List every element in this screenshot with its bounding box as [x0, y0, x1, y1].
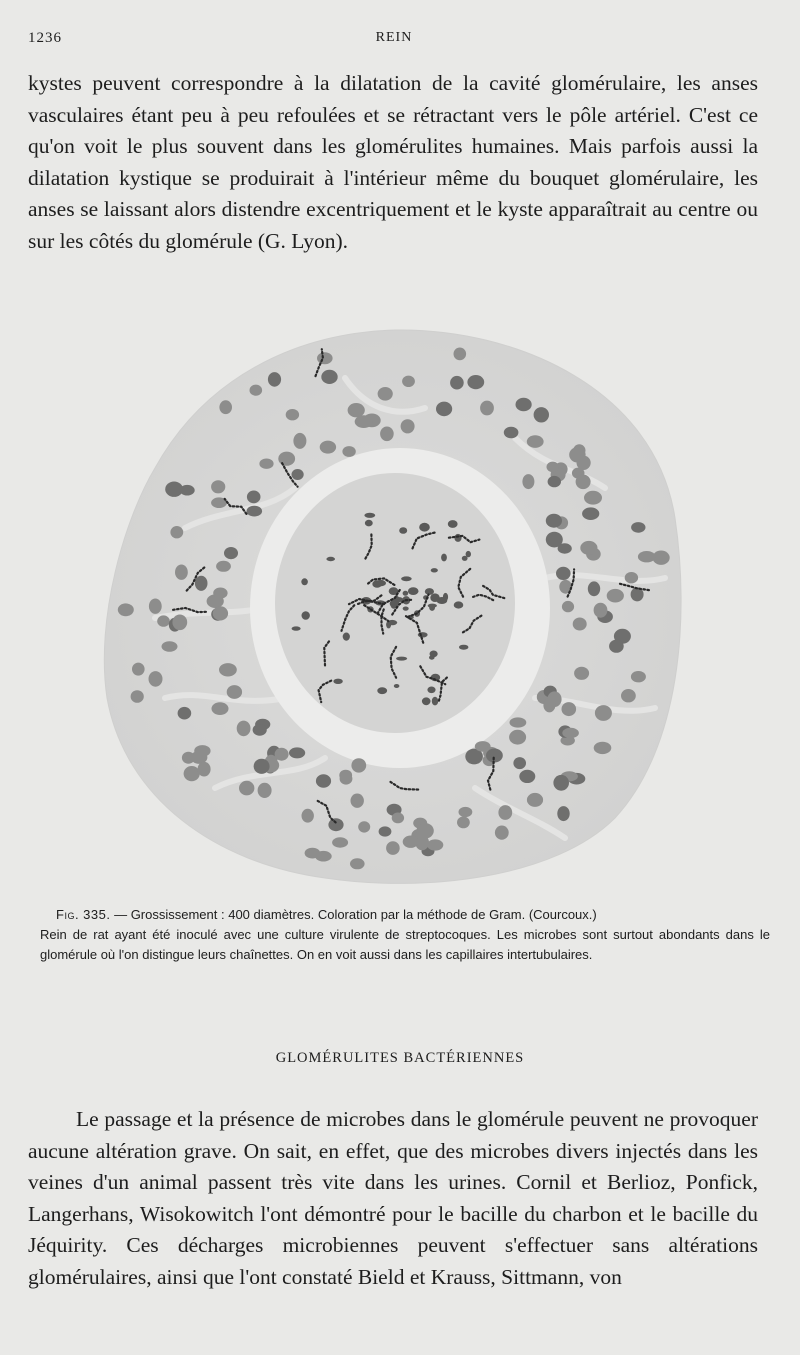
glomerular-nucleus [333, 679, 342, 684]
tubule-nucleus [198, 762, 211, 777]
glomerular-nucleus [403, 607, 409, 611]
tubule-nucleus [562, 601, 574, 612]
tubule-nucleus [495, 826, 509, 840]
glomerular-nucleus [429, 604, 435, 611]
tubule-nucleus [239, 781, 254, 796]
caption-description: Rein de rat ayant été inoculé avec une culture virulente de streptocoques. Les microbes sont surtout abondants dans le glomérule où l'on distingue leurs chaînettes. On en voit aussi dans les capillaires intertubulaires. [40, 927, 770, 962]
figure-caption [40, 905, 770, 965]
tubule-nucleus [486, 749, 503, 763]
tubule-nucleus [286, 409, 299, 420]
tubule-nucleus [213, 588, 227, 599]
glomerular-nucleus [343, 633, 350, 641]
caption-magnification: — Grossissement : 400 diamètres. Coloration par la méthode de Gram. (Courcoux.) [110, 907, 597, 922]
glomerular-nucleus [441, 554, 447, 562]
body-paragraph-top: kystes peuvent correspondre à la dilatation de la cavité glomérulaire, les anses vasculaires étant peu à peu refoulées et se rétractant vers le pôle artériel. C'est ce qu'on voit le plus souvent dans les glomérulites humaines. Mais parfois aussi la dilatation kystique se produirait à l'intérieur même du bouquet glomérulaire, les anses se laissant alors distendre excentriquement et le kyste apparaîtrait au centre ou sur les côtés du glomérule (G. Lyon). [28, 71, 758, 253]
tubule-nucleus [519, 770, 535, 783]
tubule-nucleus [546, 514, 562, 528]
tubule-nucleus [149, 599, 162, 614]
section-heading: GLOMÉRULITES BACTÉRIENNES [275, 1050, 525, 1066]
tubule-nucleus [392, 813, 404, 824]
tubule-nucleus [621, 689, 636, 702]
tubule-nucleus [227, 685, 242, 699]
tubule-nucleus [211, 480, 225, 493]
glomerular-nucleus [454, 601, 464, 608]
tubule-nucleus [212, 702, 229, 715]
figure-illustration [95, 318, 695, 898]
glomerular-nucleus [418, 632, 428, 637]
tubule-nucleus [427, 839, 443, 850]
tubule-nucleus [237, 721, 251, 737]
tubule-nucleus [328, 818, 343, 831]
tubule-nucleus [351, 794, 364, 808]
tubule-nucleus [320, 441, 336, 454]
tubule-nucleus [527, 793, 543, 807]
glomerular-nucleus [364, 513, 375, 518]
tubule-nucleus [182, 752, 195, 764]
tubule-nucleus [457, 817, 470, 829]
tubule-nucleus [250, 385, 263, 396]
running-title: REIN [375, 30, 413, 45]
figure-label: Fig. 335. [56, 907, 111, 922]
tubule-nucleus [213, 606, 228, 620]
tubule-nucleus [580, 541, 597, 555]
tubule-nucleus [247, 491, 261, 504]
tubule-nucleus [378, 387, 393, 401]
tubule-nucleus [351, 758, 366, 772]
tubule-nucleus [157, 615, 170, 626]
glomerular-nucleus [399, 527, 407, 534]
glomerular-nucleus [427, 687, 435, 694]
glomerular-nucleus [419, 523, 430, 532]
tubule-nucleus [275, 748, 289, 761]
tubule-nucleus [436, 402, 452, 417]
glomerular-nucleus [365, 520, 373, 527]
tubule-nucleus [321, 370, 337, 384]
tubule-nucleus [165, 482, 183, 497]
tubule-nucleus [513, 757, 526, 769]
tubule-nucleus [548, 476, 561, 487]
tubule-nucleus [350, 858, 365, 869]
tubule-nucleus [543, 698, 555, 712]
tubule-nucleus [480, 401, 494, 416]
tubule-nucleus [584, 491, 602, 505]
tubule-nucleus [386, 841, 400, 855]
tubule-nucleus [172, 615, 187, 631]
tubule-nucleus [348, 403, 365, 417]
tubule-nucleus [547, 462, 559, 473]
tubule-nucleus [315, 851, 332, 862]
tubule-nucleus [416, 823, 433, 839]
tubule-nucleus [454, 348, 467, 361]
tubule-nucleus [358, 821, 370, 832]
caption-first-line [40, 905, 770, 925]
tubule-nucleus [459, 807, 473, 817]
tubule-nucleus [268, 372, 281, 387]
tubule-nucleus [498, 805, 512, 820]
tubule-nucleus [557, 806, 569, 821]
tubule-nucleus [562, 702, 577, 716]
tubule-nucleus [216, 561, 231, 572]
tubule-nucleus [379, 826, 392, 836]
tubule-nucleus [175, 565, 188, 580]
glomerular-nucleus [459, 645, 468, 650]
tubule-nucleus [534, 407, 549, 422]
tubule-nucleus [631, 522, 645, 533]
tubule-nucleus [316, 774, 331, 787]
glomerular-nucleus [375, 580, 386, 586]
glomerular-nucleus [432, 697, 438, 706]
tubule-nucleus [509, 730, 526, 745]
tubule-nucleus [219, 400, 232, 414]
running-head [28, 30, 760, 54]
glomerular-nucleus [422, 697, 431, 705]
tubule-nucleus [527, 435, 544, 448]
tubule-nucleus [195, 576, 208, 591]
tubule-nucleus [254, 759, 270, 774]
tubule-nucleus [576, 475, 591, 490]
tubule-nucleus [562, 728, 579, 738]
tubule-nucleus [522, 474, 534, 489]
glomerular-nucleus [326, 557, 335, 561]
glomerular-nucleus [292, 626, 301, 630]
tubule-nucleus [247, 506, 263, 517]
tubule-nucleus [170, 526, 183, 538]
tubule-nucleus [278, 452, 295, 466]
tubule-nucleus [574, 667, 589, 680]
tubule-nucleus [317, 352, 333, 364]
tubule-nucleus [516, 398, 532, 412]
tubule-nucleus [504, 427, 519, 439]
tubule-nucleus [258, 783, 272, 798]
tubule-nucleus [219, 663, 237, 676]
tubule-nucleus [184, 766, 200, 781]
tubule-nucleus [289, 747, 305, 758]
tubule-nucleus [342, 446, 355, 457]
glomerular-nucleus [301, 578, 308, 585]
glomerular-nucleus [403, 591, 409, 596]
glomerular-nucleus [443, 593, 448, 601]
tubule-nucleus [546, 532, 563, 548]
tubule-nucleus [401, 419, 415, 433]
glomerular-nucleus [396, 657, 407, 661]
glomerulus-drawing [95, 318, 695, 898]
tubule-nucleus [631, 671, 646, 682]
tubule-nucleus [609, 640, 624, 653]
tubule-nucleus [178, 707, 192, 720]
tubule-nucleus [131, 690, 144, 703]
glomerular-nucleus [429, 655, 435, 659]
tubule-nucleus [149, 671, 163, 687]
tubule-nucleus [292, 469, 304, 480]
glomerular-nucleus [394, 684, 400, 688]
glomerular-nucleus [462, 556, 468, 561]
tubule-nucleus [625, 572, 638, 583]
tubule-nucleus [224, 547, 238, 559]
tubule-nucleus [162, 641, 178, 652]
tubule-nucleus [293, 433, 306, 449]
tubule-nucleus [450, 376, 464, 390]
tubule-nucleus [594, 603, 608, 618]
page-number: 1236 [28, 30, 62, 46]
body-paragraph-bottom: Le passage et la présence de microbes dans le glomérule peuvent ne provoquer aucune altération grave. On sait, en effet, que des microbes divers injectés dans les veines d'un animal passent très vite dans les urines. Cornil et Berlioz, Ponfick, Langerhans, Wisokowitch l'ont démontré pour le bacille du charbon et le bacille du Jéquirity. Ces décharges microbiennes peuvent s'effectuer sans altérations glomérulaires, ainsi que l'ont constaté Bield et Krauss, Sittmann, von [28, 1107, 758, 1289]
glomerular-nucleus [448, 520, 458, 528]
tubule-nucleus [607, 589, 624, 603]
tubule-nucleus [595, 705, 612, 721]
tubule-nucleus [403, 836, 419, 848]
tubule-nucleus [510, 717, 527, 727]
tubule-nucleus [259, 459, 273, 469]
tubule-nucleus [467, 375, 484, 389]
tubule-nucleus [332, 837, 348, 847]
tubule-nucleus [302, 809, 314, 823]
glomerular-nucleus [408, 587, 419, 595]
glomerular-nucleus [377, 687, 387, 694]
tubule-nucleus [573, 618, 587, 631]
tubule-nucleus [402, 376, 415, 387]
glomerular-nucleus [431, 568, 438, 572]
tubule-nucleus [556, 567, 571, 580]
tubule-nucleus [253, 724, 267, 736]
glomerular-nucleus [302, 611, 310, 620]
glomerular-nucleus [401, 576, 412, 581]
tubule-nucleus [588, 581, 600, 596]
tubule-nucleus [380, 427, 394, 442]
tubule-nucleus [594, 742, 612, 754]
tubule-nucleus [355, 415, 373, 428]
tubule-nucleus [118, 603, 134, 616]
tubule-nucleus [569, 447, 585, 462]
tubule-nucleus [553, 775, 569, 791]
tubule-nucleus [638, 551, 656, 562]
tubule-nucleus [340, 773, 353, 785]
tubule-nucleus [582, 507, 599, 520]
tubule-nucleus [132, 663, 145, 676]
